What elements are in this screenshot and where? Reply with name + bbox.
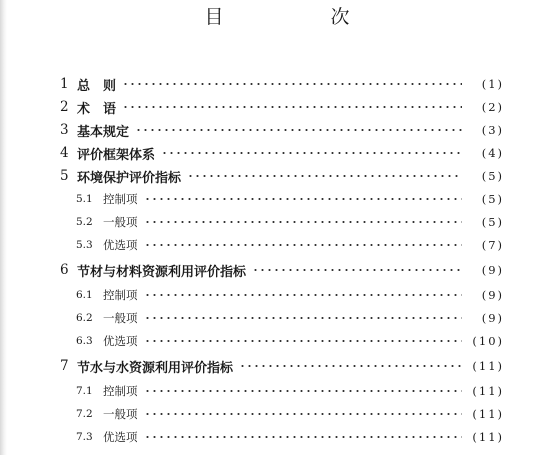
- toc-entry-label: 基本规定: [77, 124, 130, 140]
- toc-entry-label: 控制项: [103, 192, 138, 206]
- toc-dot-leader: [144, 188, 463, 210]
- toc-dot-leader: [144, 284, 463, 306]
- toc-entry-number: 7.2: [76, 408, 93, 420]
- toc-entry-page: (9): [481, 263, 504, 277]
- toc-entry-6-2[interactable]: [60, 307, 504, 329]
- toc-entry-number: 4: [60, 145, 69, 161]
- toc-entry-page: (2): [481, 100, 504, 114]
- toc-dot-leader: [187, 165, 462, 187]
- toc-entry-6-1[interactable]: [60, 284, 504, 306]
- toc-entry-5[interactable]: [60, 165, 504, 187]
- toc-entry-page: (5): [481, 192, 504, 206]
- toc-entry-label: 优选项: [103, 430, 138, 444]
- toc-entry-number: 5.2: [76, 216, 93, 228]
- toc-entry-page: (11): [472, 359, 504, 373]
- toc-entry-label: 术 语: [77, 101, 117, 117]
- toc-dot-leader: [144, 234, 463, 256]
- toc-entry-page: (11): [472, 407, 504, 421]
- toc-entry-number: 2: [60, 99, 69, 115]
- toc-entry-label: 控制项: [103, 384, 138, 398]
- toc-entry-label: 一般项: [103, 311, 138, 325]
- toc-entry-7-3[interactable]: [60, 426, 504, 448]
- toc-entry-number: 5: [60, 168, 69, 184]
- page-title: 目 次: [204, 6, 394, 28]
- page-edge-shadow: [0, 0, 7, 455]
- toc-entry-label: 节水与水资源利用评价指标: [77, 360, 234, 376]
- toc-entry-page: (4): [481, 146, 504, 160]
- toc-dot-leader: [161, 142, 462, 164]
- toc-entry-number: 7.3: [76, 431, 93, 443]
- toc-dot-leader: [144, 380, 463, 402]
- toc-entry-1[interactable]: [60, 73, 504, 95]
- toc-dot-leader: [144, 330, 463, 352]
- toc-entry-label: 控制项: [103, 288, 138, 302]
- toc-entry-page: (9): [481, 288, 504, 302]
- toc-dot-leader: [144, 426, 463, 448]
- toc-entry-label: 优选项: [103, 334, 138, 348]
- toc-entry-2[interactable]: [60, 96, 504, 118]
- toc-entry-number: 6.2: [76, 312, 93, 324]
- toc-entry-3[interactable]: [60, 119, 504, 141]
- toc-entry-number: 3: [60, 122, 69, 138]
- toc-dot-leader: [122, 96, 462, 118]
- toc-entry-page: (7): [481, 238, 504, 252]
- toc-dot-leader: [144, 403, 463, 425]
- toc-entry-number: 6: [60, 262, 69, 278]
- toc-entry-7[interactable]: [60, 355, 504, 377]
- toc-entry-7-2[interactable]: [60, 403, 504, 425]
- toc-entry-6[interactable]: [60, 259, 504, 281]
- toc-entry-number: 7.1: [76, 385, 93, 397]
- toc-entry-label: 一般项: [103, 215, 138, 229]
- toc-entry-number: 5.1: [76, 193, 93, 205]
- toc-entry-page: (10): [472, 334, 504, 348]
- toc-entry-page: (1): [481, 77, 504, 91]
- toc-entry-5-1[interactable]: [60, 188, 504, 210]
- toc-entry-label: 节材与材料资源利用评价指标: [77, 264, 247, 280]
- toc-entry-label: 评价框架体系: [77, 147, 156, 163]
- toc-dot-leader: [122, 73, 462, 95]
- toc-entry-label: 环境保护评价指标: [77, 170, 182, 186]
- toc-entry-number: 5.3: [76, 239, 93, 251]
- toc-entry-page: (9): [481, 311, 504, 325]
- toc-entry-page: (5): [481, 215, 504, 229]
- toc-entry-number: 1: [60, 76, 69, 92]
- toc-entry-7-1[interactable]: [60, 380, 504, 402]
- toc-entry-label: 总 则: [77, 78, 117, 94]
- toc-entry-page: (11): [472, 430, 504, 444]
- toc-dot-leader: [252, 259, 462, 281]
- toc-entry-number: 6.3: [76, 335, 93, 347]
- toc-entry-number: 7: [60, 358, 69, 374]
- toc-dot-leader: [135, 119, 462, 141]
- toc-entry-6-3[interactable]: [60, 330, 504, 352]
- toc-entry-5-2[interactable]: [60, 211, 504, 233]
- toc-dot-leader: [239, 355, 462, 377]
- toc-dot-leader: [144, 211, 463, 233]
- toc-entry-4[interactable]: [60, 142, 504, 164]
- toc-entry-number: 6.1: [76, 289, 93, 301]
- toc-entry-page: (3): [481, 123, 504, 137]
- toc-entry-page: (11): [472, 384, 504, 398]
- toc-entry-label: 优选项: [103, 238, 138, 252]
- toc-dot-leader: [144, 307, 463, 329]
- toc-entry-page: (5): [481, 169, 504, 183]
- toc-entry-5-3[interactable]: [60, 234, 504, 256]
- toc-entry-label: 一般项: [103, 407, 138, 421]
